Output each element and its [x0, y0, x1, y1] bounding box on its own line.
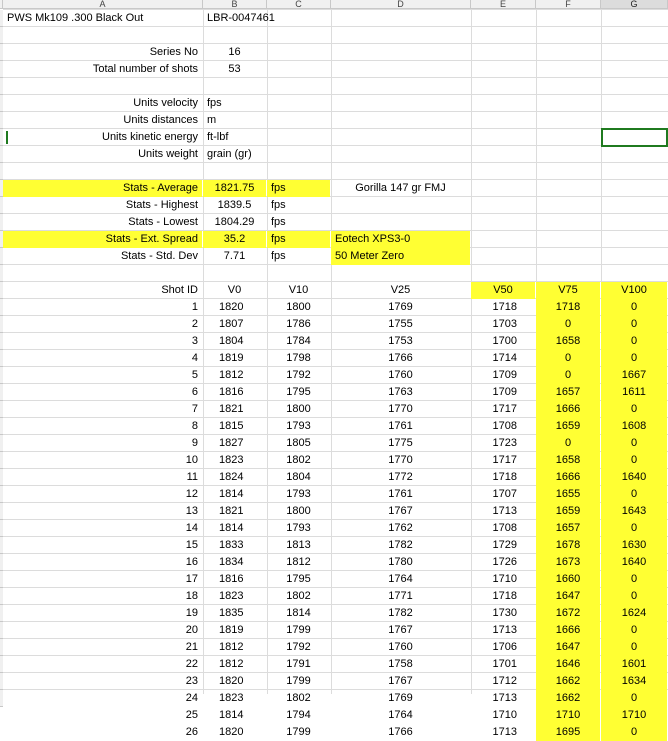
table-cell[interactable]: 1798: [286, 352, 311, 364]
units-value-cell[interactable]: ft-lbf: [207, 131, 229, 143]
table-cell[interactable]: 1709: [492, 386, 517, 398]
stats-label-cell[interactable]: Stats - Std. Dev: [120, 250, 198, 262]
stats-value-cell[interactable]: 1839.5: [217, 199, 252, 211]
table-cell[interactable]: 1647: [536, 639, 600, 656]
table-cell[interactable]: 1799: [286, 675, 311, 687]
table-cell[interactable]: 1782: [388, 607, 413, 619]
stats-label-cell[interactable]: Stats - Average: [3, 180, 202, 197]
units-value-cell[interactable]: grain (gr): [207, 148, 252, 160]
table-cell[interactable]: 2: [191, 318, 198, 330]
table-cell[interactable]: 1814: [219, 488, 244, 500]
table-cell[interactable]: 1812: [219, 658, 244, 670]
table-cell[interactable]: 1821: [219, 505, 244, 517]
units-value-cell[interactable]: m: [207, 114, 217, 126]
table-cell[interactable]: 1782: [388, 539, 413, 551]
stats-value-cell[interactable]: 1821.75: [203, 180, 266, 197]
column-header-a[interactable]: A: [3, 0, 203, 9]
row-header[interactable]: [0, 163, 3, 180]
table-cell[interactable]: 16: [185, 556, 198, 568]
table-cell[interactable]: 1601: [601, 656, 667, 673]
table-cell[interactable]: 1820: [219, 675, 244, 687]
row-header[interactable]: [0, 265, 3, 282]
table-cell[interactable]: 17: [185, 573, 198, 585]
table-cell[interactable]: 1767: [388, 505, 413, 517]
table-cell[interactable]: 0: [601, 588, 667, 605]
table-cell[interactable]: 1717: [492, 403, 517, 415]
table-cell[interactable]: 1717: [492, 454, 517, 466]
units-label-cell[interactable]: Units velocity: [133, 97, 198, 109]
table-cell[interactable]: 1758: [388, 658, 413, 670]
table-cell[interactable]: 1833: [219, 539, 244, 551]
table-header-v50[interactable]: V50: [471, 282, 535, 299]
table-cell[interactable]: 22: [185, 658, 198, 670]
table-cell[interactable]: 1802: [286, 692, 311, 704]
table-cell[interactable]: 1678: [536, 537, 600, 554]
table-cell[interactable]: 1710: [492, 573, 517, 585]
table-cell[interactable]: 4: [191, 352, 198, 364]
series-value-cell[interactable]: 16: [228, 46, 241, 58]
table-cell[interactable]: 0: [601, 639, 667, 656]
table-cell[interactable]: 1805: [286, 437, 311, 449]
table-cell[interactable]: 1772: [388, 471, 413, 483]
table-cell[interactable]: 0: [536, 367, 600, 384]
table-header-shot-id[interactable]: Shot ID: [161, 284, 198, 296]
table-cell[interactable]: 26: [185, 726, 198, 738]
table-cell[interactable]: 1814: [219, 709, 244, 721]
table-cell[interactable]: 1793: [286, 488, 311, 500]
table-cell[interactable]: 1713: [492, 505, 517, 517]
table-cell[interactable]: 1762: [388, 522, 413, 534]
table-cell[interactable]: 1791: [286, 658, 311, 670]
table-cell[interactable]: 1799: [286, 624, 311, 636]
table-cell[interactable]: 1823: [219, 692, 244, 704]
table-cell[interactable]: 1795: [286, 386, 311, 398]
table-cell[interactable]: 1708: [492, 522, 517, 534]
table-cell[interactable]: 0: [601, 299, 667, 316]
table-cell[interactable]: 1800: [286, 505, 311, 517]
column-header-d[interactable]: D: [331, 0, 471, 9]
table-cell[interactable]: 1770: [388, 403, 413, 415]
row-header[interactable]: [0, 27, 3, 44]
series-label-cell[interactable]: Series No: [149, 46, 198, 58]
table-cell[interactable]: 1718: [492, 590, 517, 602]
table-cell[interactable]: 1634: [601, 673, 667, 690]
table-cell[interactable]: 5: [191, 369, 198, 381]
table-cell[interactable]: 1753: [388, 335, 413, 347]
table-cell[interactable]: 0: [536, 316, 600, 333]
table-cell[interactable]: 1672: [536, 605, 600, 622]
table-cell[interactable]: 1760: [388, 641, 413, 653]
table-cell[interactable]: 1823: [219, 590, 244, 602]
column-header-b[interactable]: B: [203, 0, 267, 9]
table-cell[interactable]: 1714: [492, 352, 517, 364]
table-cell[interactable]: 1755: [388, 318, 413, 330]
table-cell[interactable]: 1760: [388, 369, 413, 381]
table-cell[interactable]: 1799: [286, 726, 311, 738]
table-cell[interactable]: 1821: [219, 403, 244, 415]
table-cell[interactable]: 1780: [388, 556, 413, 568]
table-cell[interactable]: 9: [191, 437, 198, 449]
table-cell[interactable]: 1834: [219, 556, 244, 568]
table-cell[interactable]: 1812: [286, 556, 311, 568]
table-cell[interactable]: 1819: [219, 624, 244, 636]
table-cell[interactable]: 1643: [601, 503, 667, 520]
table-cell[interactable]: 1800: [286, 301, 311, 313]
table-cell[interactable]: 0: [601, 333, 667, 350]
table-cell[interactable]: 1769: [388, 692, 413, 704]
table-cell[interactable]: 1769: [388, 301, 413, 313]
table-cell[interactable]: 1770: [388, 454, 413, 466]
table-cell[interactable]: 1723: [492, 437, 517, 449]
stats-unit-cell[interactable]: fps: [267, 231, 330, 248]
shots-label-cell[interactable]: Total number of shots: [92, 63, 198, 75]
table-cell[interactable]: 1814: [219, 522, 244, 534]
table-header-v0[interactable]: V0: [227, 284, 242, 296]
table-cell[interactable]: 1802: [286, 454, 311, 466]
column-header-f[interactable]: F: [536, 0, 601, 9]
stats-value-cell[interactable]: 35.2: [203, 231, 266, 248]
table-cell[interactable]: 0: [536, 350, 600, 367]
stats-unit-cell[interactable]: fps: [271, 199, 286, 211]
column-header-e[interactable]: E: [471, 0, 536, 9]
table-cell[interactable]: 1640: [601, 554, 667, 571]
table-cell[interactable]: 6: [191, 386, 198, 398]
table-cell[interactable]: 1662: [536, 673, 600, 690]
active-cell-selection[interactable]: [601, 128, 668, 147]
table-cell[interactable]: 0: [536, 435, 600, 452]
units-label-cell[interactable]: Units kinetic energy: [102, 131, 198, 143]
table-cell[interactable]: 1: [191, 301, 198, 313]
table-cell[interactable]: 1766: [388, 726, 413, 738]
stats-note-cell[interactable]: 50 Meter Zero: [331, 248, 470, 265]
table-cell[interactable]: 1767: [388, 675, 413, 687]
table-cell[interactable]: 1815: [219, 420, 244, 432]
table-cell[interactable]: 1713: [492, 624, 517, 636]
table-cell[interactable]: 1804: [286, 471, 311, 483]
table-cell[interactable]: 23: [185, 675, 198, 687]
table-cell[interactable]: 1784: [286, 335, 311, 347]
table-cell[interactable]: 0: [601, 622, 667, 639]
table-cell[interactable]: 0: [601, 401, 667, 418]
table-cell[interactable]: 1662: [536, 690, 600, 707]
table-cell[interactable]: 1795: [286, 573, 311, 585]
table-cell[interactable]: 10: [185, 454, 198, 466]
table-cell[interactable]: 12: [185, 488, 198, 500]
table-cell[interactable]: 1761: [388, 488, 413, 500]
stats-note-cell[interactable]: Gorilla 147 gr FMJ: [355, 182, 446, 194]
table-cell[interactable]: 1667: [601, 367, 667, 384]
table-cell[interactable]: 1640: [601, 469, 667, 486]
table-cell[interactable]: 1729: [492, 539, 517, 551]
table-cell[interactable]: 1823: [219, 454, 244, 466]
stats-unit-cell[interactable]: fps: [267, 180, 330, 197]
table-cell[interactable]: 1824: [219, 471, 244, 483]
shots-value-cell[interactable]: 53: [228, 63, 241, 75]
table-cell[interactable]: 1804: [219, 335, 244, 347]
table-cell[interactable]: 1611: [601, 384, 667, 401]
table-cell[interactable]: 1800: [286, 403, 311, 415]
table-cell[interactable]: 1659: [536, 503, 600, 520]
table-cell[interactable]: 1812: [219, 641, 244, 653]
table-cell[interactable]: 1816: [219, 386, 244, 398]
table-cell[interactable]: 1807: [219, 318, 244, 330]
table-cell[interactable]: 1775: [388, 437, 413, 449]
row-header[interactable]: [0, 78, 3, 95]
table-cell[interactable]: 1710: [536, 707, 600, 724]
table-cell[interactable]: 1813: [286, 539, 311, 551]
table-cell[interactable]: 1700: [492, 335, 517, 347]
units-label-cell[interactable]: Units distances: [123, 114, 198, 126]
table-header-v100[interactable]: V100: [601, 282, 667, 299]
table-cell[interactable]: 1812: [219, 369, 244, 381]
table-cell[interactable]: 25: [185, 709, 198, 721]
table-cell[interactable]: 1794: [286, 709, 311, 721]
table-cell[interactable]: 1766: [388, 352, 413, 364]
table-cell[interactable]: 1708: [492, 420, 517, 432]
stats-unit-cell[interactable]: fps: [271, 216, 286, 228]
stats-value-cell[interactable]: 1804.29: [214, 216, 255, 228]
table-cell[interactable]: 1820: [219, 301, 244, 313]
table-cell[interactable]: 14: [185, 522, 198, 534]
table-cell[interactable]: 1658: [536, 333, 600, 350]
table-cell[interactable]: 1647: [536, 588, 600, 605]
table-cell[interactable]: 1709: [492, 369, 517, 381]
column-header-c[interactable]: C: [267, 0, 331, 9]
table-cell[interactable]: 1659: [536, 418, 600, 435]
table-cell[interactable]: 1666: [536, 401, 600, 418]
table-cell[interactable]: 1792: [286, 641, 311, 653]
table-cell[interactable]: 1718: [492, 301, 517, 313]
table-cell[interactable]: 1630: [601, 537, 667, 554]
table-cell[interactable]: 1658: [536, 452, 600, 469]
table-cell[interactable]: 1764: [388, 573, 413, 585]
units-label-cell[interactable]: Units weight: [138, 148, 198, 160]
table-cell[interactable]: 1710: [601, 707, 667, 724]
table-cell[interactable]: 1730: [492, 607, 517, 619]
table-cell[interactable]: 0: [601, 316, 667, 333]
table-cell[interactable]: 1706: [492, 641, 517, 653]
table-cell[interactable]: 1673: [536, 554, 600, 571]
stats-value-cell[interactable]: 7.71: [223, 250, 246, 262]
table-cell[interactable]: 1820: [219, 726, 244, 738]
table-cell[interactable]: 1771: [388, 590, 413, 602]
table-cell[interactable]: 1793: [286, 420, 311, 432]
stats-label-cell[interactable]: Stats - Ext. Spread: [3, 231, 202, 248]
table-cell[interactable]: 1701: [492, 658, 517, 670]
table-cell[interactable]: 8: [191, 420, 198, 432]
table-cell[interactable]: 1767: [388, 624, 413, 636]
table-cell[interactable]: 1786: [286, 318, 311, 330]
stats-label-cell[interactable]: Stats - Highest: [125, 199, 198, 211]
table-cell[interactable]: 1712: [492, 675, 517, 687]
stats-unit-cell[interactable]: fps: [271, 250, 286, 262]
sheet-title-cell[interactable]: PWS Mk109 .300 Black Out: [7, 12, 144, 24]
table-cell[interactable]: 1624: [601, 605, 667, 622]
table-cell[interactable]: 1666: [536, 469, 600, 486]
table-cell[interactable]: 1718: [536, 299, 600, 316]
table-cell[interactable]: 1608: [601, 418, 667, 435]
table-cell[interactable]: 0: [601, 520, 667, 537]
row-indicator: [6, 131, 8, 144]
table-cell[interactable]: 1764: [388, 709, 413, 721]
table-cell[interactable]: 0: [601, 724, 667, 741]
table-cell[interactable]: 0: [601, 452, 667, 469]
table-cell[interactable]: 1657: [536, 384, 600, 401]
table-cell[interactable]: 24: [185, 692, 198, 704]
table-cell[interactable]: 1666: [536, 622, 600, 639]
select-all-corner[interactable]: [0, 0, 3, 9]
table-cell[interactable]: 1695: [536, 724, 600, 741]
table-cell[interactable]: 1713: [492, 692, 517, 704]
table-cell[interactable]: 1657: [536, 520, 600, 537]
table-cell[interactable]: 18: [185, 590, 198, 602]
stats-label-cell[interactable]: Stats - Lowest: [128, 216, 198, 228]
table-cell[interactable]: 21: [185, 641, 198, 653]
table-cell[interactable]: 1707: [492, 488, 517, 500]
table-cell[interactable]: 3: [191, 335, 198, 347]
table-cell[interactable]: 15: [185, 539, 198, 551]
table-cell[interactable]: 1713: [492, 726, 517, 738]
table-cell[interactable]: 13: [185, 505, 198, 517]
table-cell[interactable]: 1710: [492, 709, 517, 721]
table-header-v75[interactable]: V75: [536, 282, 600, 299]
table-cell[interactable]: 1802: [286, 590, 311, 602]
table-cell[interactable]: 19: [185, 607, 198, 619]
table-cell[interactable]: 0: [601, 435, 667, 452]
table-cell[interactable]: 7: [191, 403, 198, 415]
table-cell[interactable]: 1816: [219, 573, 244, 585]
table-cell[interactable]: 0: [601, 350, 667, 367]
table-cell[interactable]: 11: [186, 471, 198, 483]
table-header-v25[interactable]: V25: [390, 284, 411, 296]
table-cell[interactable]: 1792: [286, 369, 311, 381]
table-cell[interactable]: 1814: [286, 607, 311, 619]
table-cell[interactable]: 1835: [219, 607, 244, 619]
table-cell[interactable]: 1761: [388, 420, 413, 432]
table-cell[interactable]: 1660: [536, 571, 600, 588]
table-cell[interactable]: 1703: [492, 318, 517, 330]
table-cell[interactable]: 0: [601, 486, 667, 503]
table-cell[interactable]: 0: [601, 690, 667, 707]
column-header-g[interactable]: G: [601, 0, 668, 9]
table-cell[interactable]: 20: [185, 624, 198, 636]
table-cell[interactable]: 1819: [219, 352, 244, 364]
table-cell[interactable]: 1655: [536, 486, 600, 503]
table-cell[interactable]: 1726: [492, 556, 517, 568]
table-cell[interactable]: 0: [601, 571, 667, 588]
table-cell[interactable]: 1793: [286, 522, 311, 534]
units-value-cell[interactable]: fps: [207, 97, 222, 109]
table-cell[interactable]: 1646: [536, 656, 600, 673]
table-header-v10[interactable]: V10: [288, 284, 309, 296]
table-cell[interactable]: 1718: [492, 471, 517, 483]
record-id-cell[interactable]: LBR-0047461: [207, 12, 275, 24]
stats-note-cell[interactable]: Eotech XPS3-0: [331, 231, 470, 248]
table-cell[interactable]: 1827: [219, 437, 244, 449]
table-cell[interactable]: 1763: [388, 386, 413, 398]
